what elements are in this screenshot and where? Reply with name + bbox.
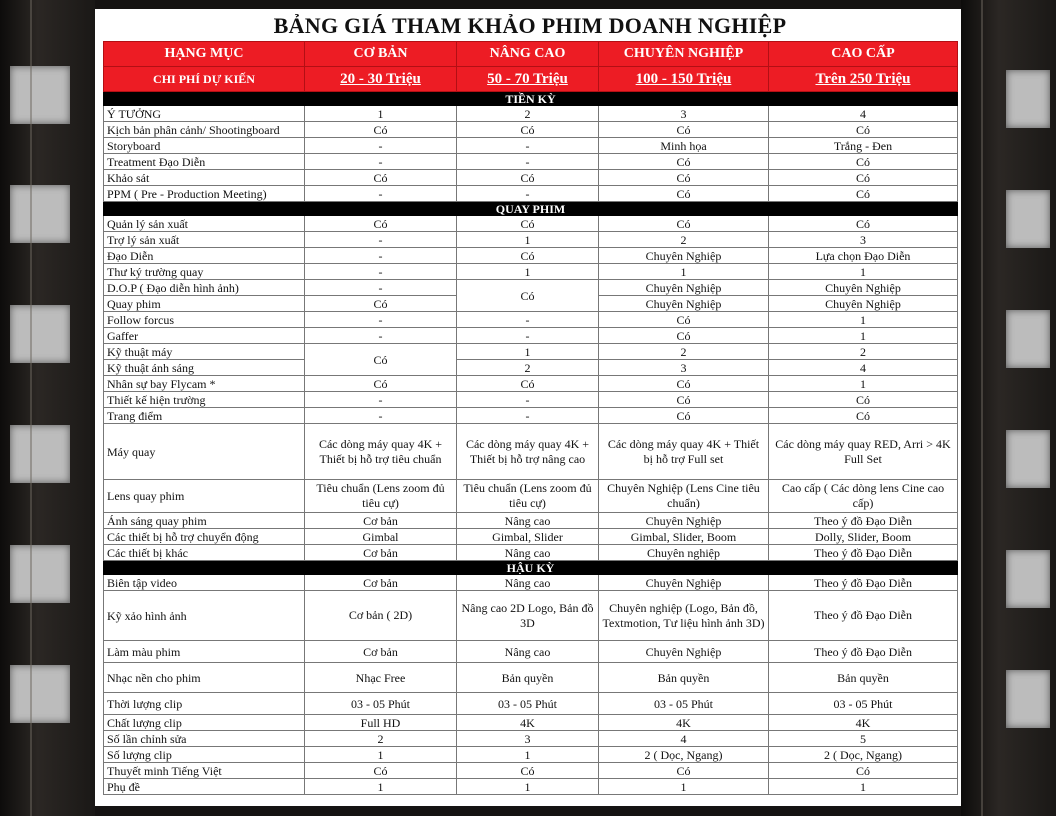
cell: - [305, 232, 457, 248]
cell: Có [769, 408, 958, 424]
row-label: Chất lượng clip [104, 715, 305, 731]
cell: Có [457, 376, 599, 392]
row-label: Kỹ thuật máy [104, 344, 305, 360]
section-title: QUAY PHIM [104, 202, 958, 216]
cell: Gimbal, Slider, Boom [599, 529, 769, 545]
cell: Nhạc Free [305, 663, 457, 693]
cell: Chuyên Nghiệp [599, 296, 769, 312]
cell: - [305, 408, 457, 424]
cost-row [104, 67, 958, 92]
page-title: BẢNG GIÁ THAM KHẢO PHIM DOANH NGHIỆP [273, 13, 787, 38]
table-row [104, 186, 958, 202]
row-label: Ánh sáng quay phim [104, 513, 305, 529]
row-label: Quay phim [104, 296, 305, 312]
cell: 5 [769, 731, 958, 747]
cell: 03 - 05 Phút [305, 693, 457, 715]
cell: Các dòng máy quay RED, Arri > 4K Full Set [769, 424, 958, 480]
cell: 1 [457, 232, 599, 248]
film-frame [10, 665, 70, 723]
cell: - [457, 154, 599, 170]
cell: Có [769, 170, 958, 186]
cell: - [457, 408, 599, 424]
table-row [104, 248, 958, 264]
table-row [104, 392, 958, 408]
cell: 2 [305, 731, 457, 747]
cell: Theo ý đồ Đạo Diễn [769, 591, 958, 641]
row-label: Làm màu phim [104, 641, 305, 663]
cell: Chuyên nghiệp [599, 545, 769, 561]
film-strip-left [0, 0, 95, 816]
cell: 4K [599, 715, 769, 731]
cell: Theo ý đồ Đạo Diễn [769, 545, 958, 561]
price-nang-cao: 50 - 70 Triệu [457, 67, 599, 92]
cell: - [305, 138, 457, 154]
cost-label: CHI PHÍ DỰ KIẾN [104, 67, 305, 92]
cell: Lựa chọn Đạo Diễn [769, 248, 958, 264]
table-row [104, 154, 958, 170]
row-label: Nhạc nền cho phim [104, 663, 305, 693]
cell: Có [769, 216, 958, 232]
header-row [104, 42, 958, 67]
row-label: Thuyết minh Tiếng Việt [104, 763, 305, 779]
cell: Có [305, 763, 457, 779]
cell: Chuyên Nghiệp [769, 296, 958, 312]
cell: Chuyên Nghiệp [769, 280, 958, 296]
table-row [104, 731, 958, 747]
row-label: Thư ký trường quay [104, 264, 305, 280]
row-label: Các thiết bị hỗ trợ chuyển động [104, 529, 305, 545]
cell: Chuyên Nghiệp [599, 641, 769, 663]
cell: Chuyên Nghiệp [599, 575, 769, 591]
cell: Cơ bản [305, 513, 457, 529]
cell: Các dòng máy quay 4K + Thiết bị hỗ trợ Full set [599, 424, 769, 480]
row-label: Kỹ xảo hình ảnh [104, 591, 305, 641]
cell: 2 [769, 344, 958, 360]
table-row [104, 693, 958, 715]
cell: 4 [769, 360, 958, 376]
cell: Có [599, 763, 769, 779]
cell: Nâng cao [457, 575, 599, 591]
row-label: Số lần chỉnh sửa [104, 731, 305, 747]
cell: Có [769, 154, 958, 170]
table-row [104, 480, 958, 513]
cell: - [457, 328, 599, 344]
cell: Có [305, 170, 457, 186]
cell: 1 [769, 376, 958, 392]
cell: Chuyên Nghiệp [599, 280, 769, 296]
cell: Gimbal, Slider [457, 529, 599, 545]
cell: Cơ bản [305, 641, 457, 663]
cell: Cơ bản [305, 545, 457, 561]
section-row [104, 92, 958, 106]
cell: Gimbal [305, 529, 457, 545]
row-label: Đạo Diễn [104, 248, 305, 264]
cell: Có [599, 154, 769, 170]
cell: Nâng cao [457, 513, 599, 529]
section-title: HẬU KỲ [104, 561, 958, 575]
cell: 3 [457, 731, 599, 747]
header-hang-muc: HẠNG MỤC [104, 42, 305, 67]
price-chuyen-nghiep: 100 - 150 Triệu [599, 67, 769, 92]
cell: Minh họa [599, 138, 769, 154]
table-row [104, 591, 958, 641]
cell: 03 - 05 Phút [769, 693, 958, 715]
table-row [104, 328, 958, 344]
row-label: Quản lý sản xuất [104, 216, 305, 232]
cell: 1 [769, 328, 958, 344]
row-label: Máy quay [104, 424, 305, 480]
section-row [104, 202, 958, 216]
cell: Dolly, Slider, Boom [769, 529, 958, 545]
cell: Chuyên nghiệp (Logo, Bản đồ, Textmotion, Tư liệu hình ảnh 3D) [599, 591, 769, 641]
cell: Cao cấp ( Các dòng lens Cine cao cấp) [769, 480, 958, 513]
row-label: Nhân sự bay Flycam * [104, 376, 305, 392]
cell: Có [457, 280, 599, 312]
cell: Theo ý đồ Đạo Diễn [769, 513, 958, 529]
row-label: Kịch bản phân cảnh/ Shootingboard [104, 122, 305, 138]
row-label: Treatment Đạo Diễn [104, 154, 305, 170]
cell: Có [457, 248, 599, 264]
cell: 2 [457, 360, 599, 376]
price-sheet [95, 9, 961, 806]
table-row [104, 779, 958, 795]
table-row [104, 763, 958, 779]
table-row [104, 344, 958, 360]
cell: 03 - 05 Phút [599, 693, 769, 715]
header-chuyen-nghiep: CHUYÊN NGHIỆP [599, 42, 769, 67]
cell: Có [457, 216, 599, 232]
cell: 1 [457, 264, 599, 280]
cell: Tiêu chuẩn (Lens zoom đủ tiêu cự) [457, 480, 599, 513]
cell: Có [599, 186, 769, 202]
cell: Có [599, 408, 769, 424]
cell: 1 [305, 779, 457, 795]
cell: Tiêu chuẩn (Lens zoom đủ tiêu cự) [305, 480, 457, 513]
section-row [104, 561, 958, 575]
cell: 3 [769, 232, 958, 248]
table-row [104, 545, 958, 561]
header-cao-cap: CAO CẤP [769, 42, 958, 67]
cell: Có [599, 312, 769, 328]
cell: - [305, 328, 457, 344]
cell: - [305, 154, 457, 170]
cell: 1 [457, 344, 599, 360]
cell: 1 [457, 779, 599, 795]
cell: Các dòng máy quay 4K + Thiết bị hỗ trợ nâng cao [457, 424, 599, 480]
cell: - [457, 186, 599, 202]
film-frame [1006, 430, 1050, 488]
table-row [104, 575, 958, 591]
table-row [104, 264, 958, 280]
cell: Theo ý đồ Đạo Diễn [769, 575, 958, 591]
table-row [104, 138, 958, 154]
film-frame [10, 425, 70, 483]
cell: Bản quyền [769, 663, 958, 693]
cell: Có [599, 122, 769, 138]
cell: Có [599, 376, 769, 392]
row-label: Số lượng clip [104, 747, 305, 763]
film-frame [1006, 670, 1050, 728]
cell: Cơ bản [305, 575, 457, 591]
cell: 1 [769, 312, 958, 328]
header-nang-cao: NÂNG CAO [457, 42, 599, 67]
price-cao-cap: Trên 250 Triệu [769, 67, 958, 92]
row-label: Lens quay phim [104, 480, 305, 513]
film-frame [10, 66, 70, 124]
film-frame [1006, 190, 1050, 248]
cell: Có [305, 376, 457, 392]
row-label: Trợ lý sản xuất [104, 232, 305, 248]
row-label: Ý TƯỞNG [104, 106, 305, 122]
cell: Chuyên Nghiệp [599, 248, 769, 264]
table-row [104, 122, 958, 138]
cell: - [305, 280, 457, 296]
cell: Có [769, 763, 958, 779]
cell: Có [305, 296, 457, 312]
film-frame [10, 305, 70, 363]
cell: Bản quyền [599, 663, 769, 693]
row-label: Trang điểm [104, 408, 305, 424]
cell: Nâng cao [457, 641, 599, 663]
cell: Có [599, 170, 769, 186]
cell: - [457, 392, 599, 408]
table-row [104, 663, 958, 693]
table-row [104, 424, 958, 480]
cell: Có [305, 216, 457, 232]
cell: 3 [599, 360, 769, 376]
table-row [104, 529, 958, 545]
table-row [104, 280, 958, 296]
cell: 1 [457, 747, 599, 763]
table-row [104, 216, 958, 232]
price-table [103, 41, 958, 795]
cell: 2 [599, 232, 769, 248]
row-label: Khảo sát [104, 170, 305, 186]
table-row [104, 408, 958, 424]
cell: Có [457, 763, 599, 779]
row-label: Thiết kế hiện trường [104, 392, 305, 408]
cell: 4K [457, 715, 599, 731]
cell: Có [457, 122, 599, 138]
cell: Có [305, 122, 457, 138]
cell: - [305, 186, 457, 202]
cell: Cơ bản ( 2D) [305, 591, 457, 641]
row-label: Follow forcus [104, 312, 305, 328]
table-row [104, 513, 958, 529]
cell: Nâng cao 2D Logo, Bản đồ 3D [457, 591, 599, 641]
cell: 1 [305, 747, 457, 763]
row-label: Thời lượng clip [104, 693, 305, 715]
cell: 2 [599, 344, 769, 360]
cell: - [305, 248, 457, 264]
cell: Có [599, 328, 769, 344]
cell: 1 [769, 779, 958, 795]
cell: 3 [599, 106, 769, 122]
row-label: Phụ đề [104, 779, 305, 795]
cell: Có [305, 344, 457, 376]
cell: 03 - 05 Phút [457, 693, 599, 715]
cell: - [457, 138, 599, 154]
row-label: PPM ( Pre - Production Meeting) [104, 186, 305, 202]
cell: 4 [599, 731, 769, 747]
cell: Trắng - Đen [769, 138, 958, 154]
film-frame [10, 545, 70, 603]
cell: - [457, 312, 599, 328]
row-label: Kỹ thuật ánh sáng [104, 360, 305, 376]
cell: 4 [769, 106, 958, 122]
cell: 1 [305, 106, 457, 122]
cell: Chuyên Nghiệp [599, 513, 769, 529]
cell: 2 ( Dọc, Ngang) [769, 747, 958, 763]
table-row [104, 312, 958, 328]
section-title: TIỀN KỲ [104, 92, 958, 106]
cell: 2 [457, 106, 599, 122]
table-row [104, 360, 958, 376]
cell: 1 [769, 264, 958, 280]
cell: Có [769, 392, 958, 408]
table-row [104, 232, 958, 248]
row-label: Biên tập video [104, 575, 305, 591]
cell: Theo ý đồ Đạo Diễn [769, 641, 958, 663]
cell: 1 [599, 779, 769, 795]
cell: 4K [769, 715, 958, 731]
cell: Có [599, 216, 769, 232]
table-row [104, 106, 958, 122]
film-strip-right [961, 0, 1056, 816]
table-row [104, 170, 958, 186]
row-label: Gaffer [104, 328, 305, 344]
film-frame [1006, 310, 1050, 368]
cell: - [305, 392, 457, 408]
cell: 1 [599, 264, 769, 280]
row-label: Các thiết bị khác [104, 545, 305, 561]
cell: Có [599, 392, 769, 408]
table-row [104, 715, 958, 731]
cell: - [305, 312, 457, 328]
table-row [104, 641, 958, 663]
film-frame [10, 185, 70, 243]
film-frame [1006, 550, 1050, 608]
cell: Các dòng máy quay 4K + Thiết bị hỗ trợ tiêu chuẩn [305, 424, 457, 480]
price-co-ban: 20 - 30 Triệu [305, 67, 457, 92]
cell: Có [769, 122, 958, 138]
cell: Bản quyền [457, 663, 599, 693]
cell: Có [769, 186, 958, 202]
cell: Có [457, 170, 599, 186]
row-label: Storyboard [104, 138, 305, 154]
table-row [104, 376, 958, 392]
header-co-ban: CƠ BẢN [305, 42, 457, 67]
film-frame [1006, 70, 1050, 128]
cell: Full HD [305, 715, 457, 731]
cell: Nâng cao [457, 545, 599, 561]
cell: - [305, 264, 457, 280]
cell: Chuyên Nghiệp (Lens Cine tiêu chuẩn) [599, 480, 769, 513]
cell: 2 ( Dọc, Ngang) [599, 747, 769, 763]
row-label: D.O.P ( Đạo diễn hình ảnh) [104, 280, 305, 296]
table-row [104, 747, 958, 763]
